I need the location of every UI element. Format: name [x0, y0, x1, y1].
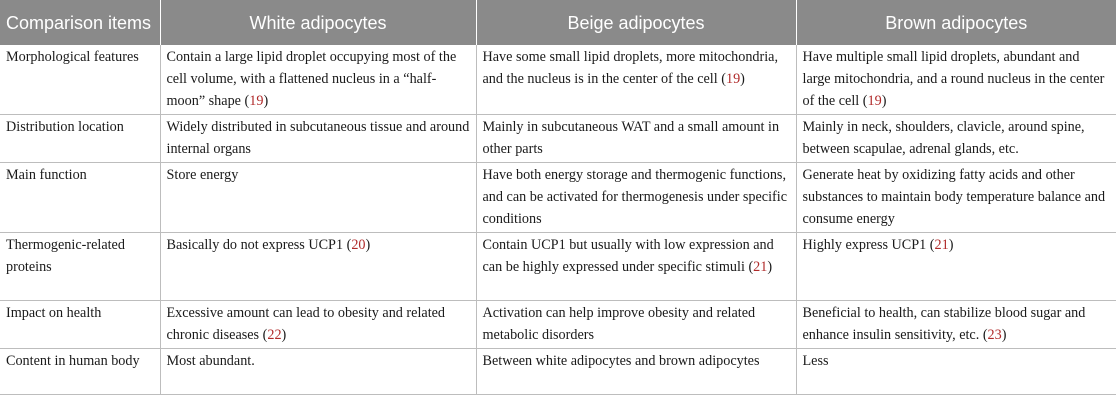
- table-cell: Have multiple small lipid droplets, abundant and large mitochondria, and a round nucleus in the center of the cell (19): [796, 45, 1116, 115]
- row-label: Morphological features: [0, 45, 160, 115]
- header-brown-adipocytes: Brown adipocytes: [796, 0, 1116, 45]
- table-cell: Widely distributed in subcutaneous tissue and around internal organs: [160, 115, 476, 163]
- row-label: Main function: [0, 163, 160, 233]
- table-cell: Contain a large lipid droplet occupying most of the cell volume, with a flattened nucleus in a “half-moon” shape (19): [160, 45, 476, 115]
- row-label: Distribution location: [0, 115, 160, 163]
- table-cell: Activation can help improve obesity and related metabolic disorders: [476, 301, 796, 349]
- table-cell: Highly express UCP1 (21): [796, 233, 1116, 301]
- citation-ref[interactable]: 19: [249, 93, 264, 109]
- table-row: [0, 163, 1116, 233]
- header-white-adipocytes: White adipocytes: [160, 0, 476, 45]
- table-row: [0, 45, 1116, 115]
- table-cell: Excessive amount can lead to obesity and related chronic diseases (22): [160, 301, 476, 349]
- table-cell: Basically do not express UCP1 (20): [160, 233, 476, 301]
- table-cell: Mainly in subcutaneous WAT and a small amount in other parts: [476, 115, 796, 163]
- table-cell: Less: [796, 349, 1116, 395]
- citation-ref[interactable]: 21: [934, 237, 949, 253]
- table-cell: Beneficial to health, can stabilize blood sugar and enhance insulin sensitivity, etc. (23): [796, 301, 1116, 349]
- row-label: Content in human body: [0, 349, 160, 395]
- table-cell: Mainly in neck, shoulders, clavicle, around spine, between scapulae, adrenal glands, etc.: [796, 115, 1116, 163]
- table-cell: Between white adipocytes and brown adipocytes: [476, 349, 796, 395]
- table-cell: Have some small lipid droplets, more mitochondria, and the nucleus is in the center of the cell (19): [476, 45, 796, 115]
- row-label: Impact on health: [0, 301, 160, 349]
- table-cell: Most abundant.: [160, 349, 476, 395]
- table-row: [0, 301, 1116, 349]
- table-cell: Have both energy storage and thermogenic functions, and can be activated for thermogenesis under specific conditions: [476, 163, 796, 233]
- header-row: [0, 0, 1116, 45]
- citation-ref[interactable]: 21: [753, 259, 768, 275]
- table-cell: Generate heat by oxidizing fatty acids and other substances to maintain body temperature balance and consume energy: [796, 163, 1116, 233]
- table-cell: Store energy: [160, 163, 476, 233]
- citation-ref[interactable]: 22: [267, 327, 282, 343]
- table-row: [0, 233, 1116, 301]
- table-row: [0, 349, 1116, 395]
- citation-ref[interactable]: 23: [987, 327, 1002, 343]
- table-cell: Contain UCP1 but usually with low expression and can be highly expressed under specific stimuli (21): [476, 233, 796, 301]
- header-beige-adipocytes: Beige adipocytes: [476, 0, 796, 45]
- table-header: [0, 0, 1116, 45]
- citation-ref[interactable]: 20: [351, 237, 366, 253]
- table-row: [0, 115, 1116, 163]
- row-label: Thermogenic-related proteins: [0, 233, 160, 301]
- citation-ref[interactable]: 19: [867, 93, 882, 109]
- table-body: [0, 45, 1116, 395]
- citation-ref[interactable]: 19: [725, 71, 741, 87]
- header-comparison-items: Comparison items: [0, 0, 160, 45]
